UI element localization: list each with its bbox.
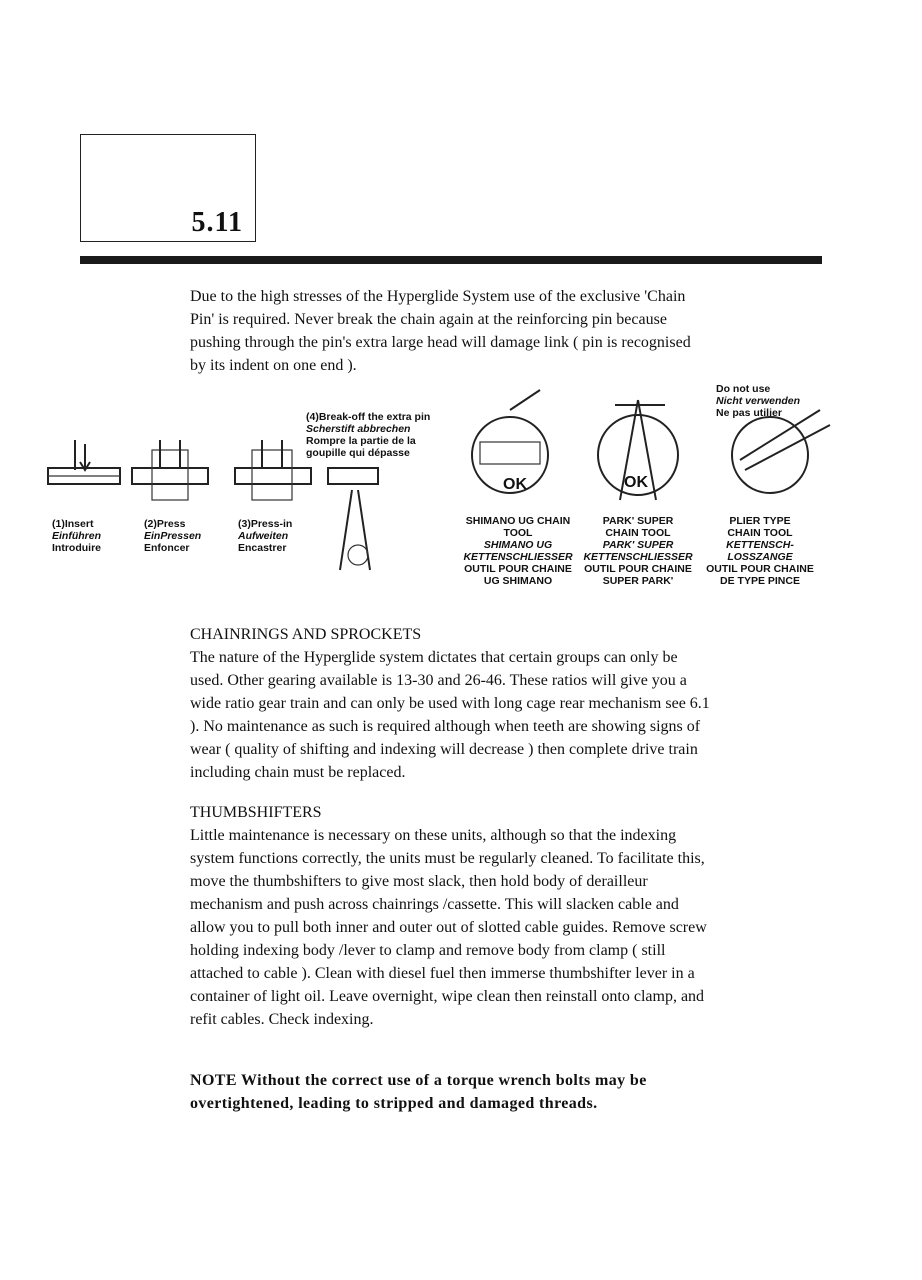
plier-tool-caption: PLIER TYPE CHAIN TOOL KETTENSCH- LOSSZANGE OUTIL POUR CHAINE DE TYPE PINCE <box>706 515 814 587</box>
ok-label-shimano: OK <box>503 476 527 493</box>
shimano-tool-caption: SHIMANO UG CHAIN TOOL SHIMANO UG KETTENSCHLIESSER OUTIL POUR CHAINE UG SHIMANO <box>463 515 573 587</box>
intro-paragraph: Due to the high stresses of the Hyperglide System use of the exclusive 'Chain Pin' is required. Never break the chain again at the reinforcing pin because pushing through the pin's extra large head will damage link ( pin is recognised by its indent on one end ). <box>190 288 691 374</box>
step3-caption: (3)Press-in Aufweiten Encastrer <box>238 518 293 554</box>
thumbshifters-paragraph: Little maintenance is necessary on these units, although so that the indexing system functions correctly, the units must be regularly cleaned. To facilitate this, move the thumbshifters to give most slack, then hold body of derailleur mechanism and push across chainrings /cassette. This will slacken cable and allow you to pull both inner and outer out of slotted cable guides. Remove screw holding indexing body /lever to clamp and remove body from clamp ( still attached to cable ). Clean with diesel fuel then immerse thumbshifter lever in a container of light oil. Leave overnight, wipe clean then reinstall onto clamp, and refit cables. Check indexing. <box>190 827 707 1028</box>
plier-tool-icon <box>732 410 830 493</box>
step4-caption: (4)Break-off the extra pin Scherstift abbrechen Rompre la partie de la goupille qui dépasse <box>306 411 431 459</box>
chain-step1-icon <box>48 440 120 484</box>
section-number: 5.11 <box>191 207 243 238</box>
torque-note: NOTE Without the correct use of a torque wrench bolts may be overtightened, leading to stripped and damaged threads. <box>190 1072 647 1112</box>
chain-step4-icon <box>328 468 378 570</box>
plier-warning: Do not use Nicht verwenden Ne pas utilier <box>716 383 801 419</box>
chainrings-heading: CHAINRINGS AND SPROCKETS <box>190 626 422 643</box>
chainrings-paragraph: The nature of the Hyperglide system dictates that certain groups can only be used. Other gearing available is 13-30 and 26-46. These ratios will give you a wide ratio gear train and can only be used with long cage rear mechanism see 6.1 ). No maintenance as such is required although when teeth are showing signs of wear ( quality of shifting and indexing will decrease ) then complete drive train including chain must be replaced. <box>190 649 710 781</box>
step1-caption: (1)Insert Einführen Introduire <box>52 518 101 554</box>
section-box <box>80 134 256 242</box>
header-rule <box>80 256 822 264</box>
park-tool-caption: PARK' SUPER CHAIN TOOL PARK' SUPER KETTENSCHLIESSER OUTIL POUR CHAINE SUPER PARK' <box>583 515 693 587</box>
step2-caption: (2)Press EinPressen Enfoncer <box>144 518 202 554</box>
chain-step3-icon <box>235 440 311 500</box>
ok-label-park: OK <box>624 474 648 491</box>
thumbshifters-heading: THUMBSHIFTERS <box>190 804 322 821</box>
chain-step2-icon <box>132 440 208 500</box>
